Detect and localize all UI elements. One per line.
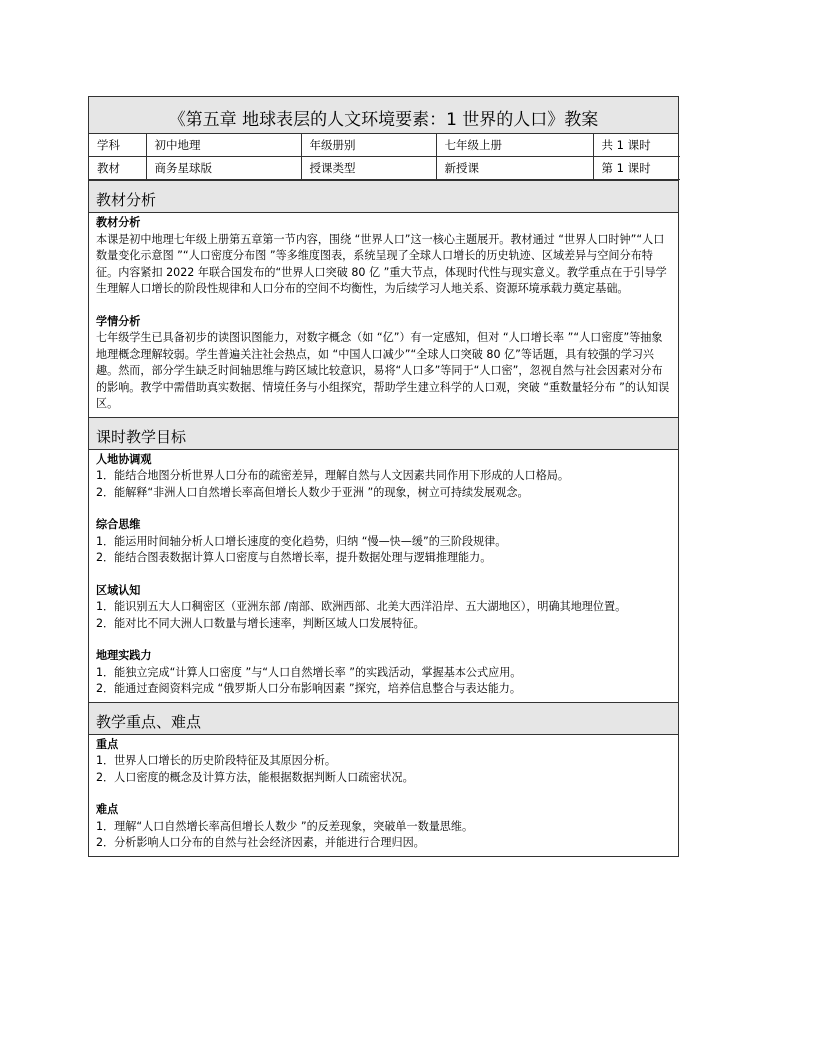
keys-section bbox=[89, 702, 678, 856]
subsection-title: 学情分析 bbox=[96, 314, 141, 328]
subsection-title: 区域认知 bbox=[96, 583, 141, 597]
subsection-title: 重点 bbox=[96, 737, 119, 751]
list-item: 1．能独立完成“计算人口密度 ”与“人口自然增长率 ”的实践活动，掌握基本公式应用。 bbox=[96, 665, 522, 679]
meta-cell: 教材 bbox=[89, 157, 146, 180]
lesson-plan-document bbox=[88, 96, 679, 857]
meta-cell: 学科 bbox=[89, 134, 146, 157]
paragraph: 本课是初中地理七年级上册第五章第一节内容，围绕 “世界人口”这一核心主题展开。教材通过 “世界人口时钟”“人口数量变化示意图 ”“人口密度分布图 ”等多维度图表，系统呈现了全球人口增长的历史轨迹、区域差异与空间分布特征。内容紧扣 2022 年联合国发布的“世界人口突破 80 亿 ”重大节点，体现时代性与现实意义。教学重点在于引导学生理解人口增长的阶段性规律和人口分布的空间不均衡性，为后续学习人地关系、资源环境承载力奠定基础。 bbox=[96, 232, 667, 295]
goals-section bbox=[89, 417, 678, 702]
meta-cell: 授课类型 bbox=[301, 157, 436, 180]
meta-cell: 新授课 bbox=[436, 157, 593, 180]
list-item: 2．分析影响人口分布的自然与社会经济因素，并能进行合理归因。 bbox=[96, 836, 425, 849]
list-item: 2．能对比不同大洲人口数量与增长速率，判断区域人口发展特征。 bbox=[96, 616, 425, 630]
meta-cell: 初中地理 bbox=[146, 134, 301, 157]
meta-row bbox=[89, 134, 680, 157]
list-item: 1．理解“人口自然增长率高但增长人数少 ”的反差现象，突破单一数量思维。 bbox=[96, 819, 474, 833]
meta-cell: 七年级上册 bbox=[436, 134, 593, 157]
list-item: 2．能结合图表数据计算人口密度与自然增长率，提升数据处理与逻辑推理能力。 bbox=[96, 551, 492, 564]
analysis-section bbox=[89, 180, 678, 417]
section-heading: 教材分析 bbox=[89, 181, 678, 213]
list-item: 1．世界人口增长的历史阶段特征及其原因分析。 bbox=[96, 754, 337, 767]
subsection-title: 难点 bbox=[96, 803, 119, 816]
subsection-title: 地理实践力 bbox=[96, 649, 152, 662]
list-item: 2．能解释“非洲人口自然增长率高但增长人数少于亚洲 ”的现象，树立可持续发展观念。 bbox=[96, 485, 529, 499]
list-item: 2．能通过查阅资料完成 “俄罗斯人口分布影响因素 ”探究，培养信息整合与表达能力。 bbox=[96, 682, 521, 695]
meta-cell: 年级册别 bbox=[301, 134, 436, 157]
list-item: 2．人口密度的概念及计算方法，能根据数据判断人口疏密状况。 bbox=[96, 770, 414, 784]
subsection-title: 教材分析 bbox=[96, 216, 141, 229]
paragraph: 七年级学生已具备初步的读图识图能力，对数字概念（如 “亿”）有一定感知，但对 “人口增长率 ”“人口密度”等抽象地理概念理解较弱。学生普遍关注社会热点，如 “中国人口减少”“全球人口突破 80 亿”等话题，具有较强的学习兴趣。然而，部分学生缺乏时间轴思维与跨区域比较意识，易将“人口多”等同于“人口密”，忽视自然与社会因素对分布的影响。教学中需借助真实数据、情境任务与小组探究，帮助学生建立科学的人口观，突破 “重数量轻分布 ”的认知误区。 bbox=[96, 331, 670, 410]
meta-row bbox=[89, 157, 680, 180]
meta-table bbox=[89, 134, 680, 180]
document-title: 《第五章 地球表层的人文环境要素：1 世界的人口》教案 bbox=[89, 97, 678, 134]
meta-cell: 第 1 课时 bbox=[593, 157, 680, 180]
list-item: 1．能结合地图分析世界人口分布的疏密差异，理解自然与人文因素共同作用下形成的人口格局。 bbox=[96, 469, 570, 482]
list-item: 1．能运用时间轴分析人口增长速度的变化趋势，归纳 “慢—快—缓”的三阶段规律。 bbox=[96, 534, 507, 548]
section-heading: 教学重点、难点 bbox=[89, 703, 678, 735]
meta-cell: 商务星球版 bbox=[146, 157, 301, 180]
list-item: 1．能识别五大人口稠密区（亚洲东部 /南部、欧洲西部、北美大西洋沿岸、五大湖地区），明确其地理位置。 bbox=[96, 600, 627, 613]
subsection-title: 人地协调观 bbox=[96, 452, 152, 466]
section-heading: 课时教学目标 bbox=[89, 418, 678, 450]
meta-cell: 共 1 课时 bbox=[593, 134, 680, 157]
subsection-title: 综合思维 bbox=[96, 518, 141, 531]
